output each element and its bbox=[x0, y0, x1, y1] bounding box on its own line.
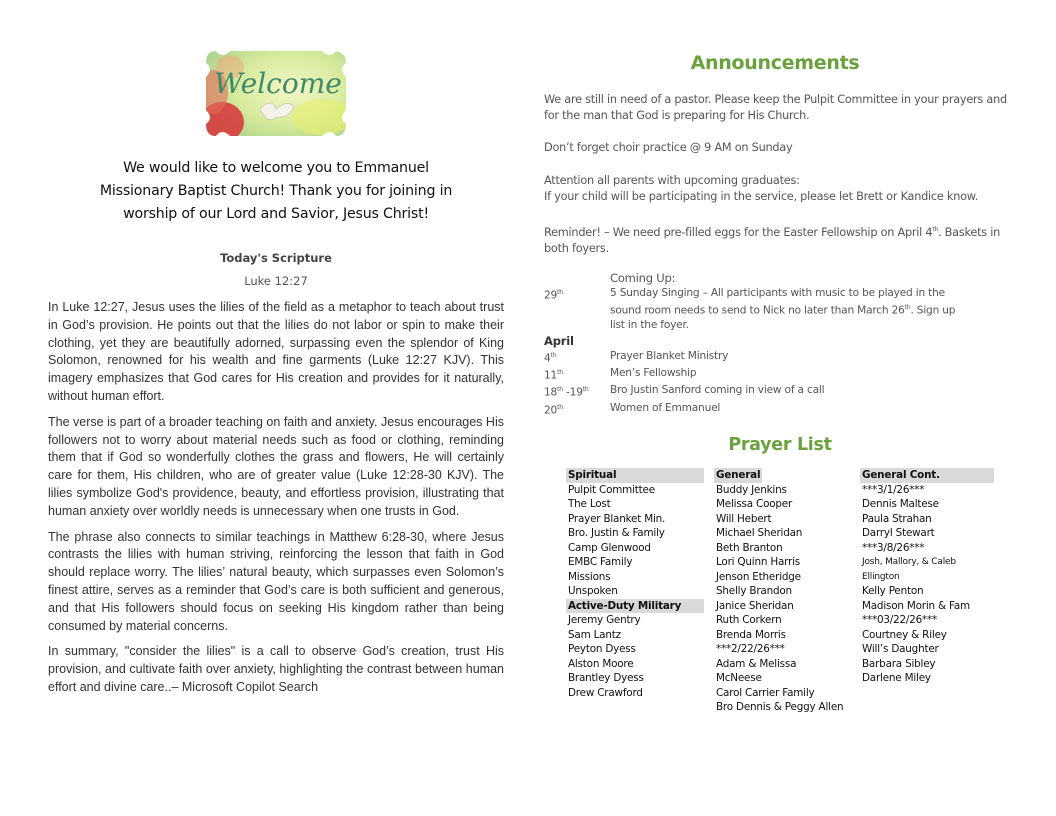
prayer-item: Paula Strahan bbox=[862, 512, 932, 525]
announcement-easter bbox=[544, 222, 1014, 257]
event-description: Prayer Blanket Ministry bbox=[610, 349, 729, 362]
prayer-item: Brantley Dyess bbox=[568, 672, 644, 684]
announcement-graduates bbox=[544, 173, 1014, 205]
prayer-item: Barbara Sibley bbox=[862, 657, 936, 670]
prayer-item: Josh, Mallory, & Caleb bbox=[862, 557, 956, 567]
event-row bbox=[544, 286, 964, 333]
event-date: 29th bbox=[544, 288, 563, 302]
commentary-paragraph: In Luke 12:27, Jesus uses the lilies of the field as a metaphor to teach about trust in God’s provision. He points out that the lilies do not labor or spin to make their clothing, yet they are beautifully adorned, surpassing even the splendor of King Solomon, renowned for his wealth and fine garments (Luke 12:27 KJV). This imagery emphasizes that God cares for His creation and provides for it naturally, without human effort. bbox=[48, 300, 504, 403]
date-marker: ***2/22/26*** bbox=[716, 643, 785, 655]
announcement-pastor: We are still in need of a pastor. Please keep the Pulpit Committee in your prayers and for the man that God is preparing for His Church. bbox=[544, 93, 1007, 123]
event-row bbox=[544, 349, 964, 366]
scripture-title: Today's Scripture bbox=[220, 251, 332, 265]
date-marker: ***03/22/26*** bbox=[862, 614, 938, 626]
events-calendar bbox=[544, 271, 964, 418]
prayer-item: Prayer Blanket Min. bbox=[568, 512, 666, 525]
section-header-general-cont: General Cont. bbox=[860, 468, 994, 483]
prayer-item: Camp Glenwood bbox=[568, 541, 651, 554]
announcement-graduates-line: If your child will be participating in the service, please let Brett or Kandice know. bbox=[544, 190, 979, 204]
prayer-item: The Lost bbox=[568, 498, 611, 510]
prayer-item: Ellington bbox=[862, 571, 900, 582]
prayer-column-1 bbox=[566, 468, 704, 700]
section-header-general: General bbox=[716, 469, 761, 481]
prayer-item: Dennis Maltese bbox=[862, 498, 939, 510]
prayer-item: Shelly Brandon bbox=[716, 585, 792, 597]
prayer-item: Unspoken bbox=[568, 585, 618, 597]
event-row bbox=[544, 366, 964, 383]
event-row bbox=[544, 383, 964, 400]
prayer-item: Jenson Etheridge bbox=[716, 570, 801, 583]
prayer-item: Carol Carrier Family bbox=[716, 686, 815, 699]
prayer-item: Pulpit Committee bbox=[568, 483, 655, 496]
event-date: 11th bbox=[544, 368, 563, 382]
prayer-list-title: Prayer List bbox=[728, 435, 832, 455]
date-marker: ***3/1/26*** bbox=[862, 483, 925, 496]
prayer-item: Drew Crawford bbox=[568, 686, 643, 699]
announcements-title: Announcements bbox=[690, 52, 860, 74]
announcement-graduates-line: Attention all parents with upcoming graduates: bbox=[544, 174, 800, 187]
event-date: 4th bbox=[544, 351, 557, 365]
ordinal-suffix: th bbox=[932, 226, 938, 233]
prayer-item: Alston Moore bbox=[568, 657, 634, 670]
prayer-item: Peyton Dyess bbox=[568, 643, 636, 655]
announcement-choir: Don’t forget choir practice @ 9 AM on Sunday bbox=[544, 141, 793, 154]
prayer-item: Beth Branton bbox=[716, 541, 783, 554]
event-description: Men’s Fellowship bbox=[610, 366, 697, 379]
prayer-item: Darlene Miley bbox=[862, 672, 931, 684]
prayer-item: Madison Morin & Fam bbox=[862, 599, 970, 612]
month-label-april: April bbox=[544, 333, 574, 348]
prayer-item: EMBC Family bbox=[568, 556, 633, 568]
prayer-item: Will’s Daughter bbox=[862, 643, 939, 655]
prayer-item: Darryl Stewart bbox=[862, 527, 935, 539]
welcome-message: We would like to welcome you to Emmanuel Missionary Baptist Church! Thank you for joining in worship of our Lord and Savior, Jesus Christ! bbox=[99, 160, 453, 222]
prayer-item: McNeese bbox=[716, 672, 762, 684]
prayer-item: Will Hebert bbox=[716, 512, 772, 525]
section-header-military: Active-Duty Military bbox=[566, 599, 704, 614]
prayer-item: Missions bbox=[568, 570, 611, 583]
prayer-item: Michael Sheridan bbox=[716, 527, 803, 539]
scripture-commentary bbox=[48, 299, 504, 705]
prayer-item: Melissa Cooper bbox=[716, 498, 793, 510]
event-date: 20th bbox=[544, 403, 563, 417]
event-date: 18th -19th bbox=[544, 386, 589, 399]
prayer-item: Janice Sheridan bbox=[716, 599, 794, 612]
prayer-item: Buddy Jenkins bbox=[716, 483, 787, 496]
commentary-paragraph: In summary, "consider the lilies" is a call to observe God’s creation, trust His provision, and cultivate faith over anxiety, highlighting the contrast between human effort and divine care..– Microsoft Copilot Search bbox=[48, 644, 504, 694]
coming-up-label: Coming Up: bbox=[610, 271, 676, 285]
prayer-item: Jeremy Gentry bbox=[568, 614, 641, 626]
event-row bbox=[544, 401, 964, 418]
prayer-column-3 bbox=[860, 468, 994, 686]
svg-text:Welcome: Welcome bbox=[214, 67, 342, 100]
commentary-paragraph: The phrase also connects to similar teachings in Matthew 6:28-30, where Jesus contrasts the lilies with human striving, reinforcing the lesson that faith in God should replace worry. The lilies’ natural beauty, which surpasses even Solomon’s finest attire, serves as a reminder that God’s care is both sufficient and generous, and that His followers should focus on seeking His kingdom rather than being consumed by material concerns. bbox=[48, 529, 504, 633]
event-description: 5 Sunday Singing – All participants with music to be played in the sound room needs to send to Nick no later than March 26th. Sign up list in the foyer. bbox=[610, 286, 956, 331]
prayer-item: Lori Quinn Harris bbox=[716, 556, 800, 568]
date-marker: ***3/8/26*** bbox=[862, 541, 925, 554]
event-description: Women of Emmanuel bbox=[610, 401, 721, 414]
commentary-paragraph: The verse is part of a broader teaching on faith and anxiety. Jesus encourages His followers not to worry about material needs such as food or clothing, reminding them that if God so wonderfully clothes the grass and flowers, He will certainly care for them, His children, who are of greater value (Luke 12:28-30 KJV). The lilies symbolize God's providence, beauty, and effortless provision, illustrating that human anxiety over worldly needs is unnecessary when one trusts in God. bbox=[48, 414, 504, 518]
prayer-item: Adam & Melissa bbox=[716, 657, 797, 670]
easter-text: . Baskets in both foyers. bbox=[544, 225, 1001, 255]
prayer-item: Ruth Corkern bbox=[716, 614, 782, 626]
prayer-item: Bro. Justin & Family bbox=[568, 527, 665, 539]
prayer-item: Brenda Morris bbox=[716, 628, 786, 641]
welcome-banner-image bbox=[202, 47, 350, 140]
section-header-spiritual: Spiritual bbox=[566, 468, 704, 483]
prayer-column-2 bbox=[714, 468, 854, 715]
easter-text: Reminder! – We need pre-filled eggs for the Easter Fellowship on April 4 bbox=[544, 225, 933, 239]
prayer-item: Sam Lantz bbox=[568, 628, 621, 641]
prayer-item: Bro Dennis & Peggy Allen bbox=[716, 701, 844, 713]
scripture-reference: Luke 12:27 bbox=[244, 274, 308, 288]
prayer-item: Courtney & Riley bbox=[862, 628, 947, 641]
event-description: Bro Justin Sanford coming in view of a call bbox=[610, 384, 825, 397]
prayer-item: Kelly Penton bbox=[862, 585, 924, 597]
